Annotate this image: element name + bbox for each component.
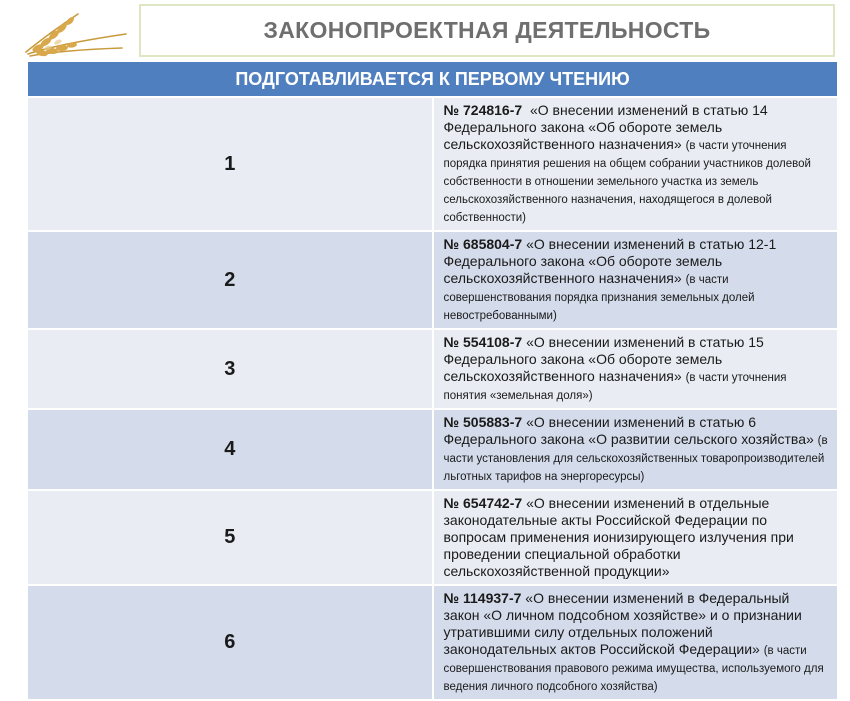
table-row: [28, 231, 837, 329]
row-text: [433, 409, 838, 490]
table-row: [28, 329, 837, 409]
row-text: [433, 329, 838, 409]
bill-note: (в части совершенствования порядка признания земельных долей невостребованными): [443, 274, 755, 322]
row-number: 4: [28, 409, 433, 490]
bill-note: (в части установления для сельскохозяйственных товаропроизводителей льготных тарифов на энергоресурсы): [443, 435, 828, 483]
bill-title: «О внесении изменений в статью 12-1 Федерального закона «Об обороте земель сельскохозяйственного назначения»: [443, 236, 777, 286]
row-number: 3: [28, 329, 433, 409]
bill-number: № 554108-7: [443, 334, 523, 350]
row-text: [433, 585, 838, 700]
row-number: 6: [28, 585, 433, 700]
bill-title: «О внесении изменений в статью 6 Федерального закона «О развитии сельского хозяйства»: [443, 414, 814, 447]
page-title: ЗАКОНОПРОЕКТНАЯ ДЕЯТЕЛЬНОСТЬ: [139, 4, 835, 57]
bill-number: № 114937-7: [443, 590, 522, 606]
row-number: 5: [28, 490, 433, 585]
table-header: ПОДГОТАВЛИВАЕТСЯ К ПЕРВОМУ ЧТЕНИЮ: [28, 62, 837, 97]
bill-title: «О внесении изменений в Федеральный закон «О личном подсобном хозяйстве» и о признании утратившими силу отдельных положений законодательных актов Российской Федерации»: [443, 590, 802, 657]
bill-note: (в части совершенствования правового режима имущества, используемого для ведения личного подсобного хозяйства): [443, 645, 824, 693]
table-row: [28, 585, 837, 700]
row-text: [433, 97, 838, 231]
wheat-logo-icon: [18, 4, 130, 58]
row-text: [433, 490, 838, 585]
table-row: [28, 409, 837, 490]
bill-number: № 685804-7: [443, 236, 523, 252]
bills-table: [28, 62, 837, 701]
bill-note: (в части уточнения порядка принятия решения на общем собрании участников долевой собственности в отношении земельного участка из земель сельскохозяйственного назначения, находящегося в долевой собственности): [443, 140, 811, 224]
bill-note: (в части уточнения понятия «земельная доля»): [443, 372, 787, 402]
bill-title: «О внесении изменений в статью 15 Федерального закона «Об обороте земель сельскохозяйственного назначения»: [443, 334, 764, 384]
bill-number: № 505883-7: [443, 414, 523, 430]
bill-title: «О внесении изменений в отдельные законодательные акты Российской Федерации по вопросам применения ионизирующего излучения при проведении специальной обработки сельскохозяйственной продукции»: [443, 495, 794, 579]
table-row: [28, 490, 837, 585]
row-text: [433, 231, 838, 329]
bill-title: «О внесении изменений в статью 14 Федерального закона «Об обороте земель сельскохозяйственного назначения»: [443, 102, 768, 152]
row-number: 1: [28, 97, 433, 231]
bill-number: № 654742-7: [443, 495, 523, 511]
bill-number: № 724816-7: [443, 102, 523, 118]
row-number: 2: [28, 231, 433, 329]
table-row: [28, 97, 837, 231]
